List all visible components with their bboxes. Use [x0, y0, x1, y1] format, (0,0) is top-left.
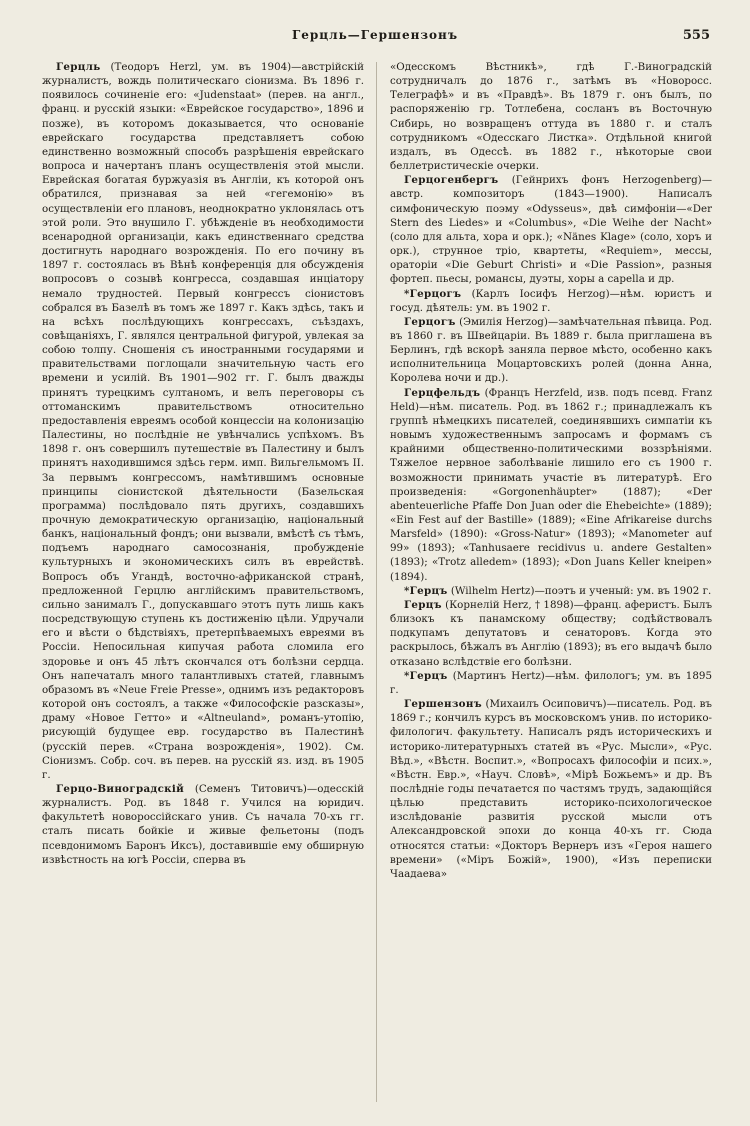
entry-headword: Герцль — [56, 61, 101, 73]
encyclopedia-entry — [390, 287, 712, 315]
encyclopedia-entry — [42, 782, 364, 867]
entry-text: «Одесскомъ Вѣстникѣ», гдѣ Г.-Виноградскій сотрудничалъ до 1876 г., затѣмъ въ «Новоросс. Телеграфѣ» и въ «Правдѣ». Въ 1879 г. онъ былъ, по распоряженію гр. Тотлебена, сосланъ въ Восточную Сибирь, но возвращенъ оттуда въ 1880 г. и сталъ сотрудникомъ «Одесскаго Листка». Отдѣльной книгой издалъ, въ Одессѣ. въ 1882 г., нѣкоторые свои беллетристическіе очерки. — [390, 61, 712, 173]
encyclopedia-entry — [390, 669, 712, 697]
entry-text: (Францъ Herzfeld, изв. подъ псевд. Franz Held)—нѣм. писатель. Род. въ 1862 г.; принадлежалъ къ группѣ нѣмецкихъ писателей, соединявшихъ симпатіи къ новымъ художественнымъ запросамъ и формамъ съ крайними общественно-политическими воззрѣніями. Тяжелое нервное заболѣваніе лишило его съ 1900 г. возможности принимать участіе въ литературѣ. Его произведенія: «Gorgonenhäupter» (1887); «Der abenteuerliche Pfaffe Don Juan oder die Ehebeichte» (1889); «Ein Fest auf der Bastille» (1889); «Eine Afrikareise durchs Marsfeld» (1890): «Gross-Natur» (1893); «Manometer auf 99» (1893); «Tanhusaere recidivus u. andere Gestalten» (1893); «Trotz alledem» (1893); «Don Juans Keller kneipen» (1894). — [390, 386, 712, 583]
entry-headword: *Герцогъ — [404, 287, 462, 300]
encyclopedia-entry — [390, 598, 712, 669]
left-column — [42, 60, 364, 1105]
encyclopedia-entry — [390, 315, 712, 386]
entry-text: (Wilhelm Hertz)—поэтъ и ученый: ум. въ 1902 г. — [447, 584, 712, 597]
running-head — [40, 28, 710, 50]
entry-headword: Герцогенбергъ — [404, 174, 499, 187]
encyclopedia-entry — [390, 584, 712, 598]
entry-text: (Гейнрихъ фонъ Herzogenberg)—австр. композиторъ (1843—1900). Написалъ симфоническую поэму «Odysseus», двѣ симфоніи—«Der Stern des Liedes» и «Columbus», «Die Weihe der Nacht» (соло для альта, хора и орк.); «Nänes Klage» (соло, хоръ и орк.), струнное тріо, квартеты, «Requiem», мессы, ораторіи «Die Geburt Christi» и «Die Passion», разныя фортеп. пьесы, романсы, дуэты, хоры a capella и др. — [390, 174, 712, 286]
entry-text: (Карлъ Іосифъ Herzog)—нѣм. юристъ и госуд. дѣятель: ум. въ 1902 г. — [390, 287, 712, 314]
entry-text: (Теодоръ Herzl, ум. въ 1904)—австрійскій журналистъ, вождь политическаго сіонизма. Въ 1896 г. появилось сочиненіе его: «Judenstaat» (перев. на англ., франц. и русскій языки: «Еврейское государство», 1896 и позже), въ которомъ доказывается, что основаніе еврейскаго государства представляетъ собою единственно возможный способъ разрѣшенія еврейскаго вопроса и начертанъ планъ осуществленія этой мысли. Еврейская богатая буржуазія въ Англіи, къ которой онъ обратился, признавая за ней «гегемонію» въ осуществленіи его плановъ, неоднократно уклонялась отъ этой роли. Это внушило Г. убѣжденіе въ необходимости всенародной организаціи, какъ единственнаго средства достигнуть народнаго возрожденія. По его почину въ 1897 г. состоялась въ Вѣнѣ конференція для обсужденія вопросовъ о созывѣ конгресса, создавшая инціатору немало трудностей. Первый конгрессъ сіонистовъ собрался въ Базелѣ въ томъ же 1897 г. Какъ здѣсь, такъ и на всѣхъ послѣдующихъ конгрессахъ, съѣздахъ, совѣщаніяхъ, Г. являлся центральной фигурой, увлекая за собою толпу. Сношенія съ иностранными государями и правительствами поглощали значительную часть его времени и усилій. Въ 1901—902 гг. Г. былъ дважды принятъ турецкимъ султаномъ, и велъ переговоры съ оттоманскимъ правительствомъ относительно предоставленія евреямъ особой концессіи на колонизацію Палестины, но послѣдніе не увѣнчались успѣхомъ. Въ 1898 г. онъ совершилъ путешествіе въ Палестину и былъ принятъ находившимся здѣсь герм. имп. Вильгельмомъ II. За первымъ конгрессомъ, намѣтившимъ основные принципы сіонистской дѣятельности (Базельская программа) послѣдовало пять другихъ, создавшихъ прочную демократическую организацію, національный банкъ, національный фондъ; они вызвали, вмѣстѣ съ тѣмъ, подъемъ народнаго самосознанія, пробужденіе культурныхъ и экономическихъ силъ въ еврействѣ. Вопросъ объ Угандѣ, восточно-африканской странѣ, предложенной Герцлю англійскимъ правительствомъ, сильно занималъ Г., допускавшаго этотъ путь лишь какъ посредствующую ступень къ достиженію цѣли. Удручали его и вѣсти о бѣдствіяхъ, претерпѣваемыхъ евреями въ Россіи. Непосильная кипучая работа сломила его здоровье и онъ 45 лѣтъ скончался отъ болѣзни сердца. Онъ напечаталъ много талантливыхъ статей, главнымъ образомъ въ «Neue Freie Presse», однимъ изъ редакторовъ которой онъ состоялъ, а также «Философскіе разсказы», драму «Новое Гетто» и «Altneuland», романъ-утопію, рисующій будущее евр. государство въ Палестинѣ (русскій перев. «Страна возрожденія», 1902). См. Сіонизмъ. Собр. соч. въ перев. на русскій яз. изд. въ 1905 г. — [42, 61, 364, 781]
text-columns — [42, 60, 712, 1105]
right-column — [390, 60, 712, 1105]
page-number: 555 — [682, 28, 710, 43]
entry-headword: Герцо-Виноградскій — [56, 782, 185, 795]
encyclopedia-entry — [390, 60, 712, 173]
entry-text: (Корнелій Herz, † 1898)—франц. аферистъ. Былъ близокъ къ панамскому обществу; содѣйствовалъ подкупамъ депутатовъ и сенаторовъ. Когда это раскрылось, бѣжалъ въ Англію (1893); въ его выдачѣ было отказано вслѣдствіе его болѣзни. — [390, 598, 712, 668]
page-header-title: Герцль—Гершензонъ — [291, 28, 459, 42]
encyclopedia-entry — [42, 60, 364, 782]
column-divider — [376, 62, 377, 1102]
encyclopedia-entry — [390, 697, 712, 881]
entry-text: (Михаилъ Осиповичъ)—писатель. Род. въ 1869 г.; кончилъ курсъ въ московскомъ унив. по историко-филологич. факультету. Написалъ рядъ историческихъ и историко-литературныхъ статей въ «Рус. Мысли», «Рус. Вѣд.», «Вѣстн. Воспит.», «Вопросахъ философіи и псих.», «Вѣстн. Евр.», «Науч. Словѣ», «Мірѣ Божьемъ» и др. Въ послѣдніе годы печатается по частямъ трудъ, задающійся цѣлью представить историко-психологическое изслѣдованіе развитія русской мысли отъ Александровской эпохи до конца 40-хъ гг. Сюда относятся статьи: «Докторъ Вернеръ изъ «Героя нашего времени» («Міръ Божій», 1900), «Изъ переписки Чаадаева» — [390, 698, 712, 880]
entry-headword: Гершензонъ — [404, 698, 482, 711]
entry-headword: Герцъ — [404, 598, 442, 611]
encyclopedia-entry — [390, 173, 712, 286]
entry-headword: *Герцъ — [404, 669, 448, 682]
encyclopedia-entry — [390, 386, 712, 584]
entry-headword: *Герцъ — [404, 584, 448, 597]
entry-text: (Семенъ Титовичъ)—одесскій журналистъ. Род. въ 1848 г. Учился на юридич. факультетѣ новороссійскаго унив. Съ начала 70-хъ гг. сталъ писать бойкіе и живые фельетоны (подъ псевдонимомъ Баронъ Иксъ), доставившіе ему обширную извѣстность на югѣ Россіи, сперва въ — [42, 782, 364, 866]
entry-text: (Эмилія Herzog)—замѣчательная пѣвица. Род. въ 1860 г. въ Швейцаріи. Въ 1889 г. была приглашена въ Берлинъ, гдѣ вскорѣ заняла первое мѣсто, особенно какъ исполнительница Моцартовскихъ ролей (донна Анна, Королева ночи и др.). — [390, 315, 712, 385]
entry-headword: Герцфельдъ — [404, 386, 481, 399]
entry-text: (Мартинъ Hertz)—нѣм. филологъ; ум. въ 1895 г. — [390, 669, 712, 696]
entry-headword: Герцогъ — [404, 315, 456, 328]
